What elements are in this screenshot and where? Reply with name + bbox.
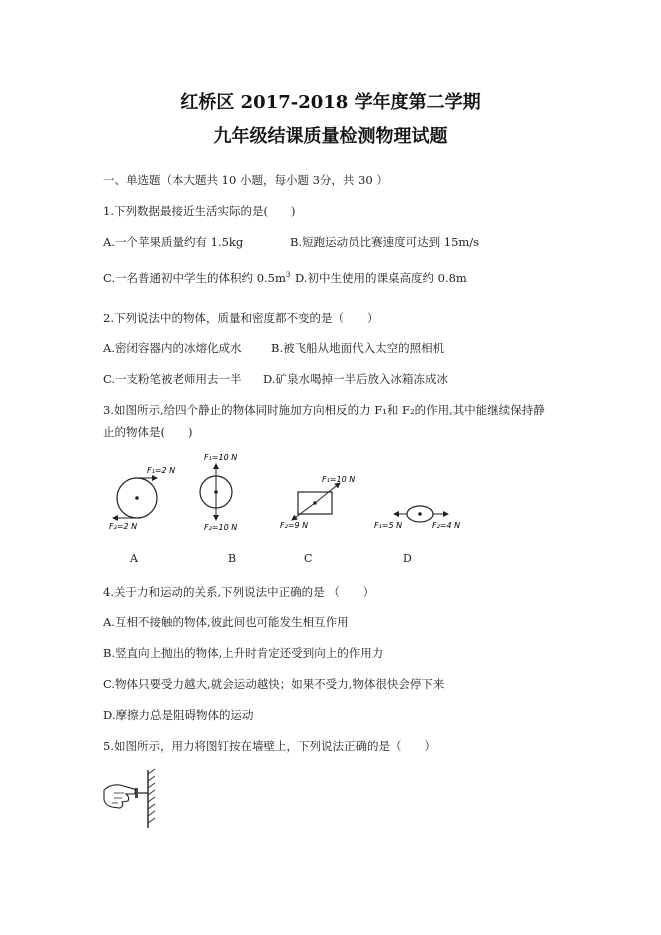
q1-option-c-text: C.一名普通初中学生的体积约 0.5m <box>103 271 286 285</box>
q5-thumbtack-illustration <box>100 768 165 830</box>
q2-option-c: C.一支粉笔被老师用去一半 <box>103 372 242 386</box>
f2-label: F₂=9 N <box>280 521 309 530</box>
q4-option-c: C.物体只要受力越大,就会运动越快；如果不受力,物体很快会停下来 <box>103 677 445 691</box>
q2-option-d: D.矿泉水喝掉一半后放入冰箱冻成冰 <box>263 372 448 386</box>
diagram-caption-a: A <box>130 552 138 565</box>
f2-label: F₂=2 N <box>109 522 138 531</box>
exam-title-line1: 红桥区 2017-2018 学年度第二学期 <box>180 92 481 113</box>
q2-option-b: B.被飞船从地面代入太空的照相机 <box>271 341 445 355</box>
q2-option-a: A.密闭容器内的冰熔化成水 <box>103 341 242 355</box>
f1-label: F₁=5 N <box>374 521 403 530</box>
q3-diagram-c <box>278 470 363 535</box>
q1-stem: 1.下列数据最接近生活实际的是( ) <box>103 204 296 218</box>
q1-option-d: D.初中生使用的课桌高度约 0.8m <box>295 271 467 285</box>
q2-stem: 2.下列说法中的物体，质量和密度都不变的是（ ） <box>103 311 379 325</box>
q4-option-a: A.互相不接触的物体,彼此间也可能发生相互作用 <box>103 615 349 629</box>
f2-label: F₂=10 N <box>204 523 238 532</box>
q4-option-b: B.竖直向上抛出的物体,上升时肯定还受到向上的作用力 <box>103 646 384 660</box>
q3-stem-line1: 3.如图所示,给四个静止的物体同时施加方向相反的力 F₁和 F₂的作用,其中能继续保持静 <box>103 403 545 417</box>
diagram-caption-d: D <box>403 552 412 565</box>
f2-label: F₂=4 N <box>432 521 461 530</box>
q3-diagram-d <box>372 500 467 535</box>
force-arrow-f2 <box>292 503 315 520</box>
hand-icon <box>104 785 136 808</box>
exam-title-line2: 九年级结课质量检测物理试题 <box>213 126 448 147</box>
f1-label: F₁=10 N <box>322 475 356 484</box>
q4-option-d: D.摩擦力总是阻碍物体的运动 <box>103 708 254 722</box>
force-arrow-f1 <box>315 483 340 503</box>
q4-stem: 4.关于力和运动的关系,下列说法中正确的是 （ ） <box>103 585 375 599</box>
q5-stem: 5.如图所示，用力将图钉按在墙壁上，下列说法正确的是（ ） <box>103 739 436 753</box>
q1-option-a: A.一个苹果质量约有 1.5kg <box>103 235 244 249</box>
section-heading: 一、单选题（本大题共 10 小题，每小题 3分，共 30 ） <box>103 173 388 187</box>
q3-diagram-a <box>105 458 185 533</box>
diagram-caption-b: B <box>228 552 237 565</box>
q1-option-c <box>103 270 290 286</box>
f1-label: F₁=10 N <box>204 453 238 462</box>
q3-diagram-b <box>190 450 250 535</box>
q3-stem-line2: 止的物体是( ) <box>103 425 193 439</box>
diagram-caption-c: C <box>304 552 313 565</box>
q1-option-c-sup: 3 <box>285 271 291 280</box>
q1-option-b: B.短跑运动员比赛速度可达到 15m/s <box>290 235 480 249</box>
f1-label: F₁=2 N <box>147 466 176 475</box>
